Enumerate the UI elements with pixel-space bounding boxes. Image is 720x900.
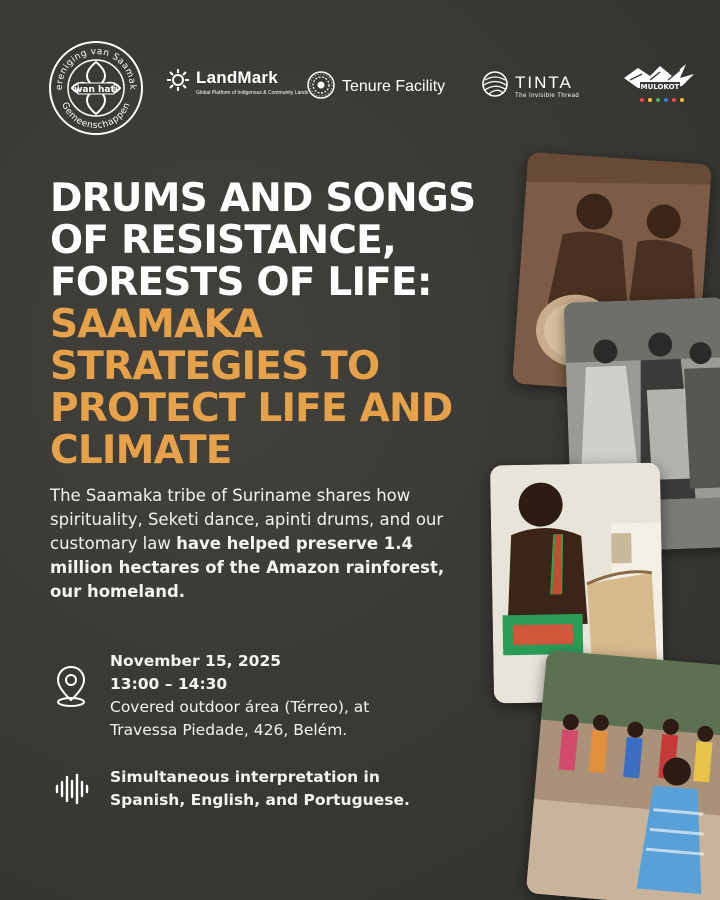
title-gold-line: SAAMAKA STRATEGIES TO PROTECT LIFE AND CLIMATE: [50, 302, 453, 473]
interpretation-line1: Simultaneous interpretation in: [110, 768, 380, 786]
description-bold: have helped preserve 1.4 million hectares of the Amazon rainforest, our homeland.: [50, 534, 445, 601]
audio-wave-icon: [54, 772, 90, 810]
thread-ball-icon: [481, 70, 509, 102]
description-normal: The Saamaka tribe of Suriname shares how spirituality, Seketi dance, apinti drums, and our customary law: [50, 486, 444, 553]
photo-community-dance: [526, 650, 720, 900]
event-title: [50, 178, 520, 472]
landmark-logo: [166, 68, 308, 96]
title-white-line: DRUMS AND SONGS OF RESISTANCE, FORESTS OF LIFE:: [50, 176, 476, 305]
landmark-subtitle: Global Platform of Indigenous & Community Lands: [196, 90, 309, 96]
tinta-subtitle: The Invisible Thread: [515, 93, 580, 99]
seal-ring-top-text: ereniging van Saamak: [54, 46, 138, 91]
partner-logos: [48, 40, 708, 140]
tinta-logo: [481, 70, 579, 102]
seal-center-text: wan hati: [74, 85, 118, 95]
interpretation-line2: Spanish, English, and Portuguese.: [110, 791, 410, 809]
mandala-icon: [306, 70, 336, 104]
mulokot-name: MULOKOT: [640, 83, 680, 91]
tinta-name: TINTA: [515, 73, 573, 92]
event-venue-line2: Travessa Piedade, 426, Belém.: [110, 721, 348, 739]
bird-icon: [620, 60, 700, 106]
tenure-facility-logo: [306, 70, 445, 104]
seal-ring-bottom-text: Gemeenschappen: [59, 100, 133, 132]
landmark-name: LandMark: [196, 68, 278, 87]
event-date: November 15, 2025: [110, 652, 282, 670]
event-description: [50, 484, 450, 604]
event-time: 13:00 – 14:30: [110, 675, 228, 693]
event-venue-line1: Covered outdoor área (Térreo), at: [110, 698, 370, 716]
location-pin-icon: [54, 664, 88, 712]
sun-icon: [166, 68, 190, 96]
saamaka-seal-logo: [48, 40, 144, 136]
mulokot-logo: [620, 60, 700, 106]
tenure-facility-name: Tenure Facility: [342, 78, 446, 95]
